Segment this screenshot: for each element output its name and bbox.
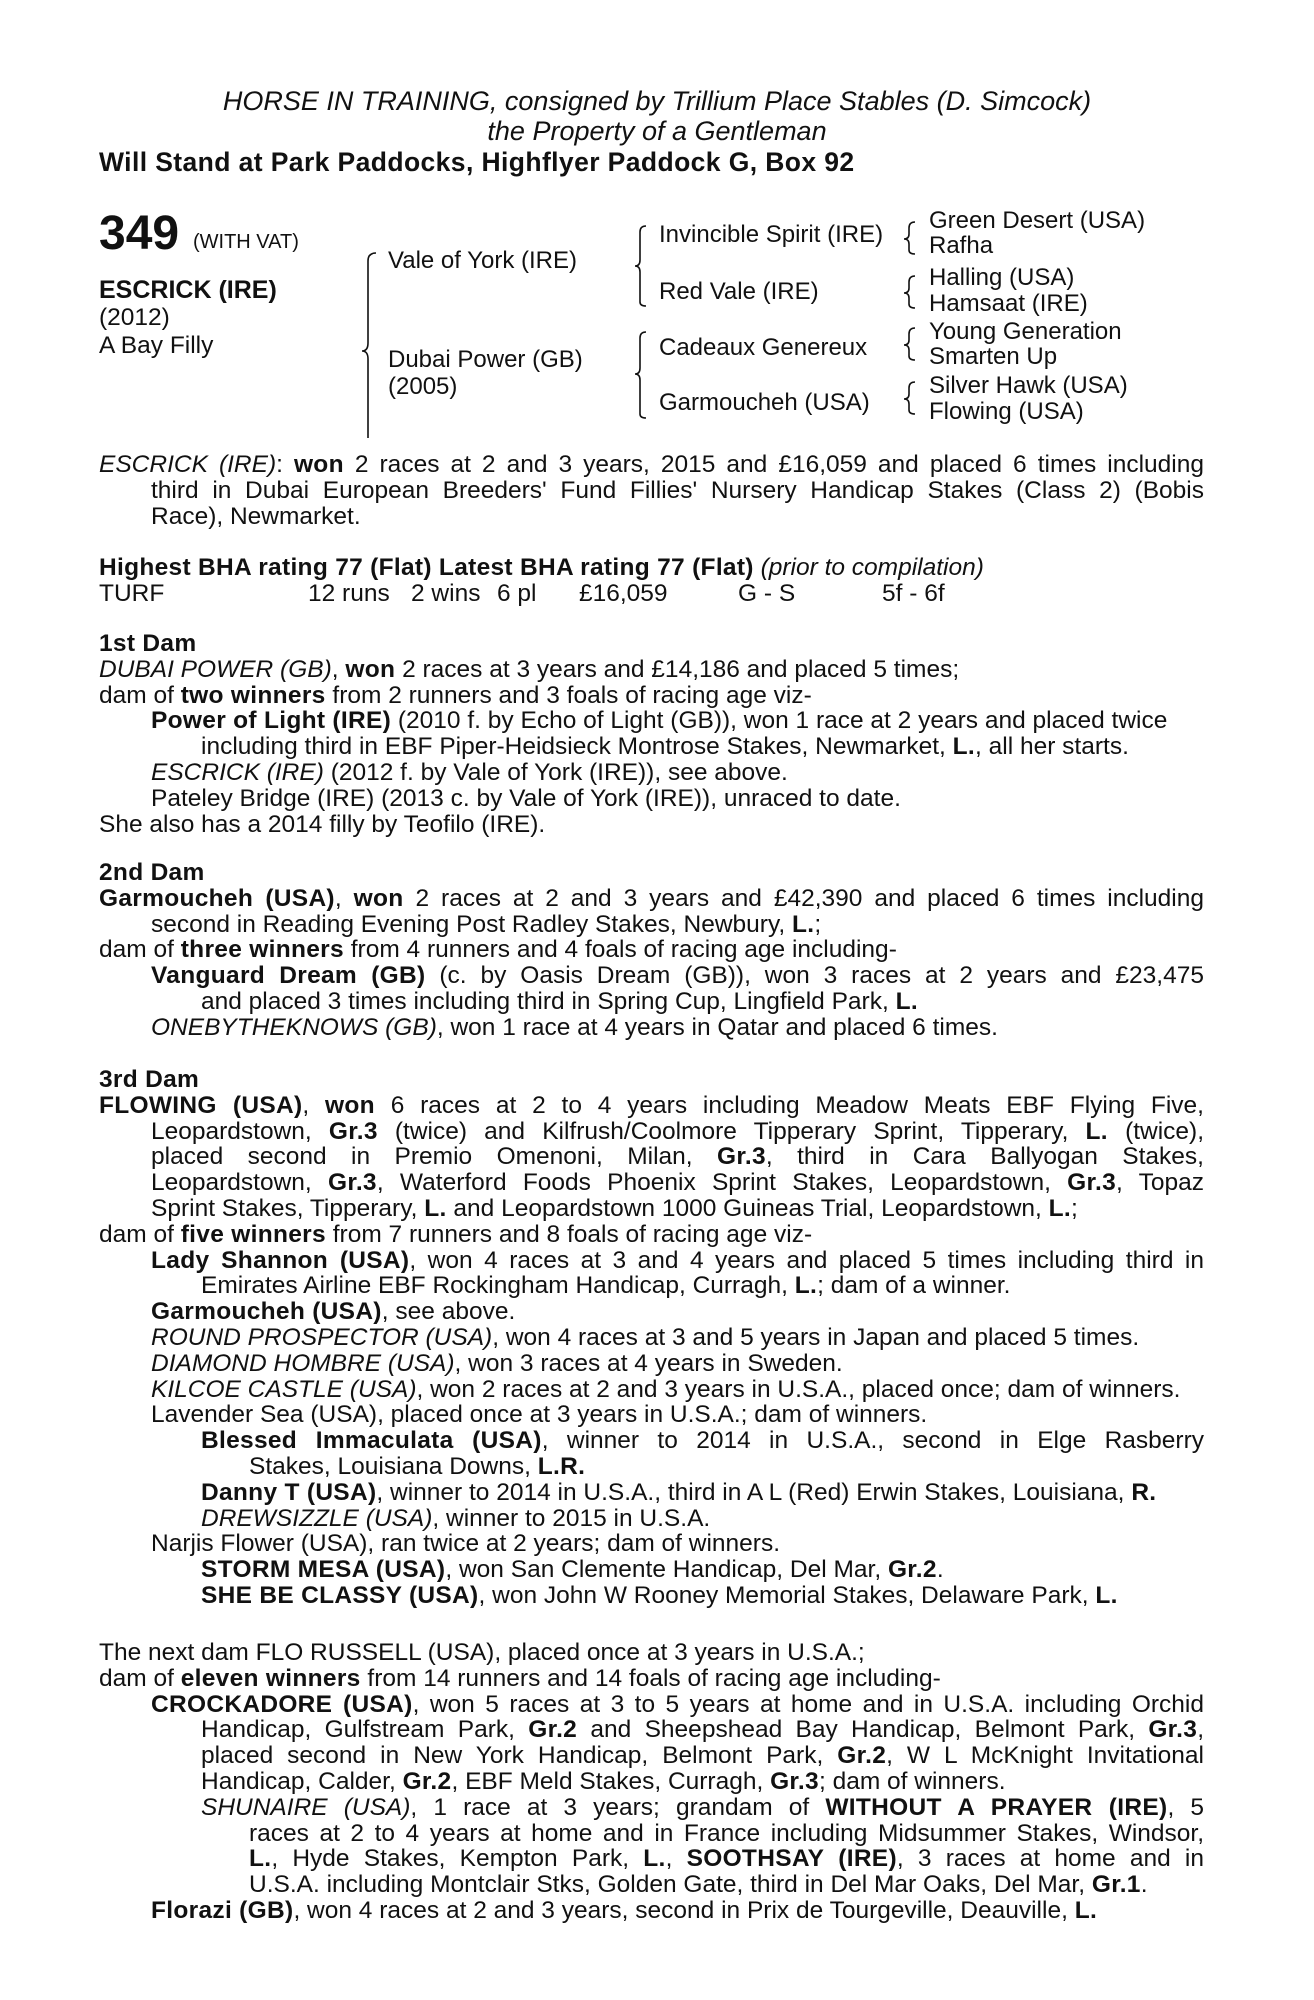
pedigree-sire-sire: Invincible Spirit (IRE) (659, 221, 884, 248)
produce-onebytheknows-text: , won 1 race at 4 years in Qatar and placed 6 times. (436, 1013, 998, 1041)
pedigree-dam-year: (2005) (388, 373, 458, 400)
produce-diamond-hombre: DIAMOND HOMBRE (USA) (151, 1349, 455, 1377)
second-dam-won: won (353, 884, 404, 912)
produce-escrick: ESCRICK (IRE) (151, 758, 324, 786)
produce-crockadore-text-4: , (1197, 1716, 1204, 1744)
produce-florazi-text: , won 4 races at 2 and 3 years, second in Prix de Tourgeville, Deauville, (293, 1896, 1075, 1924)
produce-shunaire-text-4: , Hyde Stakes, Kempton Park, (271, 1845, 644, 1873)
restricted-marker: R. (1131, 1478, 1157, 1506)
group-marker: Gr.3 (328, 1117, 378, 1145)
listed-marker: L. (643, 1845, 666, 1873)
grandproduce-storm-mesa-end: . (936, 1556, 944, 1584)
bha-rating-note: (prior to compilation) (760, 554, 984, 581)
grandproduce-blessed-immaculata-text-2: Stakes, Louisiana Downs, (249, 1452, 538, 1480)
third-dam-text: (twice) and Kilfrush/Coolmore Tipperary Sprint, Tipperary, (377, 1117, 1086, 1145)
second-dam-name: Garmoucheh (USA) (99, 884, 335, 912)
produce-shunaire-sep: , (665, 1845, 687, 1873)
third-dam-text: Sprint Stakes, Tipperary, (151, 1194, 425, 1222)
second-dam-heading: 2nd Dam (99, 859, 205, 886)
produce-crockadore-text-9: ; dam of winners. (818, 1767, 1006, 1795)
third-dam-text: , Waterford Foods Phoenix Sprint Stakes, Leopardstown, (376, 1169, 1068, 1197)
produce-round-prospector-text: , won 4 races at 3 and 5 years in Japan and placed 5 times. (492, 1323, 1140, 1351)
third-dam-text: ; (1071, 1194, 1078, 1222)
group-marker: Gr.1 (1091, 1871, 1141, 1899)
listed-marker: L. (424, 1194, 447, 1222)
stand-location: Will Stand at Park Paddocks, Highflyer Paddock G, Box 92 (99, 147, 855, 177)
horse-year: (2012) (99, 304, 170, 331)
second-dam-winners: three winners (180, 936, 344, 964)
group-marker: Gr.3 (717, 1143, 766, 1171)
produce-escrick-text: (2012 f. by Vale of York (IRE)), see above. (323, 758, 788, 786)
grandproduce-drewsizzle: DREWSIZZLE (USA) (201, 1504, 433, 1532)
produce-shunaire-text-3: races at 2 to 4 years at home and in France including Midsummer Stakes, Windsor, (249, 1819, 1204, 1847)
produce-vanguard-dream-text-2: and placed 3 times including third in Spring Cup, Lingfield Park, (201, 987, 896, 1015)
produce-pateley-bridge: Pateley Bridge (IRE) (2013 c. by Vale of York (IRE)), unraced to date. (151, 784, 901, 812)
third-dam-name: FLOWING (USA) (99, 1091, 303, 1119)
first-dam-name: DUBAI POWER (GB) (99, 655, 332, 683)
second-dam-record-2: second in Reading Evening Post Radley Stakes, Newbury, (151, 910, 792, 938)
listed-marker: L. (952, 733, 976, 761)
first-dam-produce-text: from 2 runners and 3 foals of racing age viz- (325, 681, 812, 709)
produce-lady-shannon: Lady Shannon (USA) (151, 1246, 410, 1274)
third-dam-produce-lead: dam of (99, 1220, 181, 1248)
summary-text-3: Race), Newmarket. (151, 502, 361, 530)
third-dam-text: (twice), (1107, 1117, 1205, 1145)
turf-wins: 2 wins (411, 580, 481, 607)
bha-rating (99, 555, 984, 581)
grandproduce-danny-t: Danny T (USA) (201, 1478, 377, 1506)
grandproduce-danny-t-text: , winner to 2014 in U.S.A., third in A L (Red) Erwin Stakes, Louisiana, (376, 1478, 1132, 1506)
first-dam-won: won (345, 655, 396, 683)
produce-crockadore-text-8: , EBF Meld Stakes, Curragh, (451, 1767, 771, 1795)
pedigree-dd-sire: Silver Hawk (USA) (929, 372, 1128, 399)
produce-crockadore-text-3: and Sheepshead Bay Handicap, Belmont Park, (577, 1716, 1149, 1744)
first-dam-section (99, 631, 1204, 837)
grandproduce-blessed-immaculata: Blessed Immaculata (USA) (201, 1427, 542, 1455)
group-marker: Gr.3 (327, 1169, 377, 1197)
produce-lavender-sea: Lavender Sea (USA), placed once at 3 years in U.S.A.; dam of winners. (151, 1401, 928, 1429)
third-dam-text: Leopardstown, (151, 1169, 328, 1197)
group-marker: Gr.2 (887, 1556, 937, 1584)
produce-crockadore-text-2: Handicap, Gulfstream Park, (201, 1716, 529, 1744)
listed-marker: L. (1074, 1896, 1098, 1924)
grandproduce-blessed-immaculata-text: , winner to 2014 in U.S.A., second in Elge Rasberry (541, 1427, 1204, 1455)
next-dam-record: The next dam FLO RUSSELL (USA), placed once at 3 years in U.S.A.; (99, 1639, 865, 1666)
grandproduce-without-a-prayer: WITHOUT A PRAYER (IRE) (825, 1793, 1168, 1821)
third-dam-text: Leopardstown, (151, 1117, 329, 1145)
turf-earnings: £16,059 (579, 580, 668, 607)
pedigree-sire-dam: Red Vale (IRE) (659, 278, 819, 305)
second-dam-produce-lead: dam of (99, 936, 181, 964)
second-dam-record-3: ; (814, 910, 822, 938)
listed-restricted-marker: L.R. (537, 1452, 586, 1480)
produce-vanguard-dream-text: (c. by Oasis Dream (GB)), won 3 races at 2 years and £23,475 (425, 962, 1204, 990)
third-dam-text: and Leopardstown 1000 Guineas Trial, Leopardstown, (446, 1194, 1049, 1222)
group-marker: Gr.2 (528, 1716, 578, 1744)
catalogue-header-title: HORSE IN TRAINING, consigned by Trillium Place Stables (D. Simcock) (222, 86, 1092, 116)
third-dam-record: 6 races at 2 to 4 years including Meadow Meats EBF Flying Five, (374, 1091, 1204, 1119)
produce-vanguard-dream: Vanguard Dream (GB) (151, 962, 426, 990)
grandproduce-storm-mesa-text: , won San Clemente Handicap, Del Mar, (445, 1556, 888, 1584)
grandproduce-drewsizzle-text: , winner to 2015 in U.S.A. (432, 1504, 711, 1532)
group-marker: Gr.3 (770, 1767, 819, 1795)
grandproduce-storm-mesa: STORM MESA (USA) (201, 1556, 446, 1584)
catalogue-header-subtitle: the Property of a Gentleman (487, 116, 827, 146)
pedigree-sd-sire: Halling (USA) (929, 264, 1075, 291)
produce-power-of-light-text-3: , all her starts. (975, 733, 1129, 761)
produce-diamond-hombre-text: , won 3 races at 4 years in Sweden. (454, 1349, 843, 1377)
turf-going: G - S (738, 580, 796, 607)
next-dam-winners: eleven winners (180, 1664, 361, 1692)
listed-marker: L. (895, 987, 918, 1015)
produce-lady-shannon-text-3: ; dam of a winner. (817, 1272, 1011, 1300)
third-dam-won: won (325, 1091, 375, 1119)
turf-placed: 6 pl (497, 580, 537, 607)
third-dam-sep: , (302, 1091, 326, 1119)
third-dam-text: placed second in Premio Omenoni, Milan, (151, 1143, 718, 1171)
summary-text-1: 2 races at 2 and 3 years, 2015 and £16,059 and placed 6 times including (343, 451, 1204, 478)
produce-garmoucheh: Garmoucheh (USA) (151, 1298, 382, 1326)
pedigree-sire: Vale of York (IRE) (388, 247, 577, 274)
bha-rating-label: Highest BHA rating 77 (Flat) Latest BHA rating 77 (Flat) (99, 554, 754, 581)
second-dam-produce-text: from 4 runners and 4 foals of racing age including- (343, 936, 897, 964)
pedigree-dam: Dubai Power (GB) (388, 346, 583, 373)
vat-note: (WITH VAT) (193, 231, 299, 253)
third-dam-text: , third in Cara Ballyogan Stakes, (765, 1143, 1204, 1171)
produce-power-of-light-text: (2010 f. by Echo of Light (GB)), won 1 race at 2 years and placed twice (391, 707, 1168, 735)
pedigree-dd-dam: Flowing (USA) (929, 398, 1084, 425)
third-dam-heading: 3rd Dam (99, 1066, 200, 1093)
produce-florazi: Florazi (GB) (151, 1896, 294, 1924)
horse-name: ESCRICK (IRE) (99, 276, 277, 304)
produce-shunaire: SHUNAIRE (USA) (201, 1793, 411, 1821)
produce-kilcoe-castle: KILCOE CASTLE (USA) (151, 1375, 417, 1403)
group-marker: Gr.2 (837, 1742, 887, 1770)
first-dam-winners: two winners (180, 681, 326, 709)
summary-text-2: third in Dubai European Breeders' Fund Fillies' Nursery Handicap Stakes (Class 2) (Bobis (151, 476, 1204, 504)
produce-shunaire-text: , 1 race at 3 years; grandam of (410, 1793, 826, 1821)
second-dam-sep: , (334, 884, 354, 912)
lot-number: 349 (99, 207, 180, 260)
pedigree-sd-dam: Hamsaat (IRE) (929, 290, 1088, 317)
summary-won: won (293, 451, 344, 478)
listed-marker: L. (249, 1845, 272, 1873)
produce-power-of-light: Power of Light (IRE) (151, 707, 392, 735)
listed-marker: L. (1085, 1117, 1108, 1145)
produce-garmoucheh-text: , see above. (381, 1298, 516, 1326)
next-dam-section (99, 1640, 1204, 1924)
produce-lady-shannon-text-2: Emirates Airline EBF Rockingham Handicap, Curragh, (201, 1272, 795, 1300)
pedigree-ds-dam: Smarten Up (929, 343, 1058, 370)
turf-distance: 5f - 6f (882, 580, 945, 607)
produce-round-prospector: ROUND PROSPECTOR (USA) (151, 1323, 493, 1351)
produce-shunaire-end: . (1140, 1871, 1148, 1899)
produce-crockadore: CROCKADORE (USA) (151, 1690, 413, 1718)
next-dam-produce-text: from 14 runners and 14 foals of racing age including- (360, 1664, 941, 1692)
produce-narjis-flower: Narjis Flower (USA), ran twice at 2 years; dam of winners. (151, 1530, 781, 1558)
listed-marker: L. (791, 910, 815, 938)
first-dam-sep: , (331, 655, 346, 683)
first-dam-record: 2 races at 3 years and £14,186 and placed 5 times; (395, 655, 960, 683)
group-marker: Gr.3 (1067, 1169, 1116, 1197)
group-marker: Gr.3 (1148, 1716, 1198, 1744)
listed-marker: L. (1095, 1581, 1118, 1609)
third-dam-produce-text: from 7 runners and 8 foals of racing age viz- (325, 1220, 813, 1248)
summary-sep: : (276, 451, 294, 478)
first-dam-note: She also has a 2014 filly by Teofilo (IRE). (99, 810, 546, 838)
produce-shunaire-text-6: U.S.A. including Montclair Stks, Golden Gate, third in Del Mar Oaks, Del Mar, (249, 1871, 1092, 1899)
produce-crockadore-text-6: , W L McKnight Invitational (886, 1742, 1204, 1770)
grandproduce-she-be-classy-text: , won John W Rooney Memorial Stakes, Delaware Park, (478, 1581, 1096, 1609)
third-dam-text: , Topaz (1116, 1169, 1204, 1197)
produce-onebytheknows: ONEBYTHEKNOWS (GB) (151, 1013, 437, 1041)
third-dam-winners: five winners (180, 1220, 326, 1248)
listed-marker: L. (1048, 1194, 1072, 1222)
produce-shunaire-text-5: , 3 races at home and in (896, 1845, 1204, 1873)
pedigree-dam-dam: Garmoucheh (USA) (659, 389, 870, 416)
produce-kilcoe-castle-text: , won 2 races at 2 and 3 years in U.S.A., placed once; dam of winners. (416, 1375, 1181, 1403)
pedigree-ss-dam: Rafha (929, 232, 994, 259)
produce-crockadore-text-7: Handicap, Calder, (201, 1767, 403, 1795)
listed-marker: L. (794, 1272, 818, 1300)
produce-lady-shannon-text: , won 4 races at 3 and 4 years and placed 5 times including third in (409, 1246, 1204, 1274)
summary-horse-name: ESCRICK (IRE) (99, 451, 277, 478)
second-dam-section (99, 860, 1204, 1041)
pedigree-ds-sire: Young Generation (929, 318, 1122, 345)
produce-shunaire-text-2: , 5 (1167, 1793, 1205, 1821)
turf-runs: 12 runs (308, 580, 390, 607)
horse-description: A Bay Filly (99, 332, 214, 359)
grandproduce-soothsay: SOOTHSAY (IRE) (686, 1845, 897, 1873)
first-dam-produce-lead: dam of (99, 681, 181, 709)
second-dam-record: 2 races at 2 and 3 years and £42,390 and placed 6 times including (403, 884, 1204, 912)
pedigree-ss-sire: Green Desert (USA) (929, 207, 1146, 234)
race-summary (99, 452, 1204, 529)
turf-surface: TURF (99, 580, 165, 607)
grandproduce-she-be-classy: SHE BE CLASSY (USA) (201, 1581, 479, 1609)
first-dam-heading: 1st Dam (99, 630, 197, 657)
pedigree-dam-sire: Cadeaux Genereux (659, 334, 868, 361)
group-marker: Gr.2 (402, 1767, 452, 1795)
produce-crockadore-text: , won 5 races at 3 to 5 years at home and in U.S.A. including Orchid (412, 1690, 1204, 1718)
produce-crockadore-text-5: placed second in New York Handicap, Belmont Park, (201, 1742, 838, 1770)
next-dam-produce-lead: dam of (99, 1664, 181, 1692)
produce-power-of-light-text-2: including third in EBF Piper-Heidsieck Montrose Stakes, Newmarket, (201, 733, 953, 761)
third-dam-section (99, 1067, 1204, 1609)
